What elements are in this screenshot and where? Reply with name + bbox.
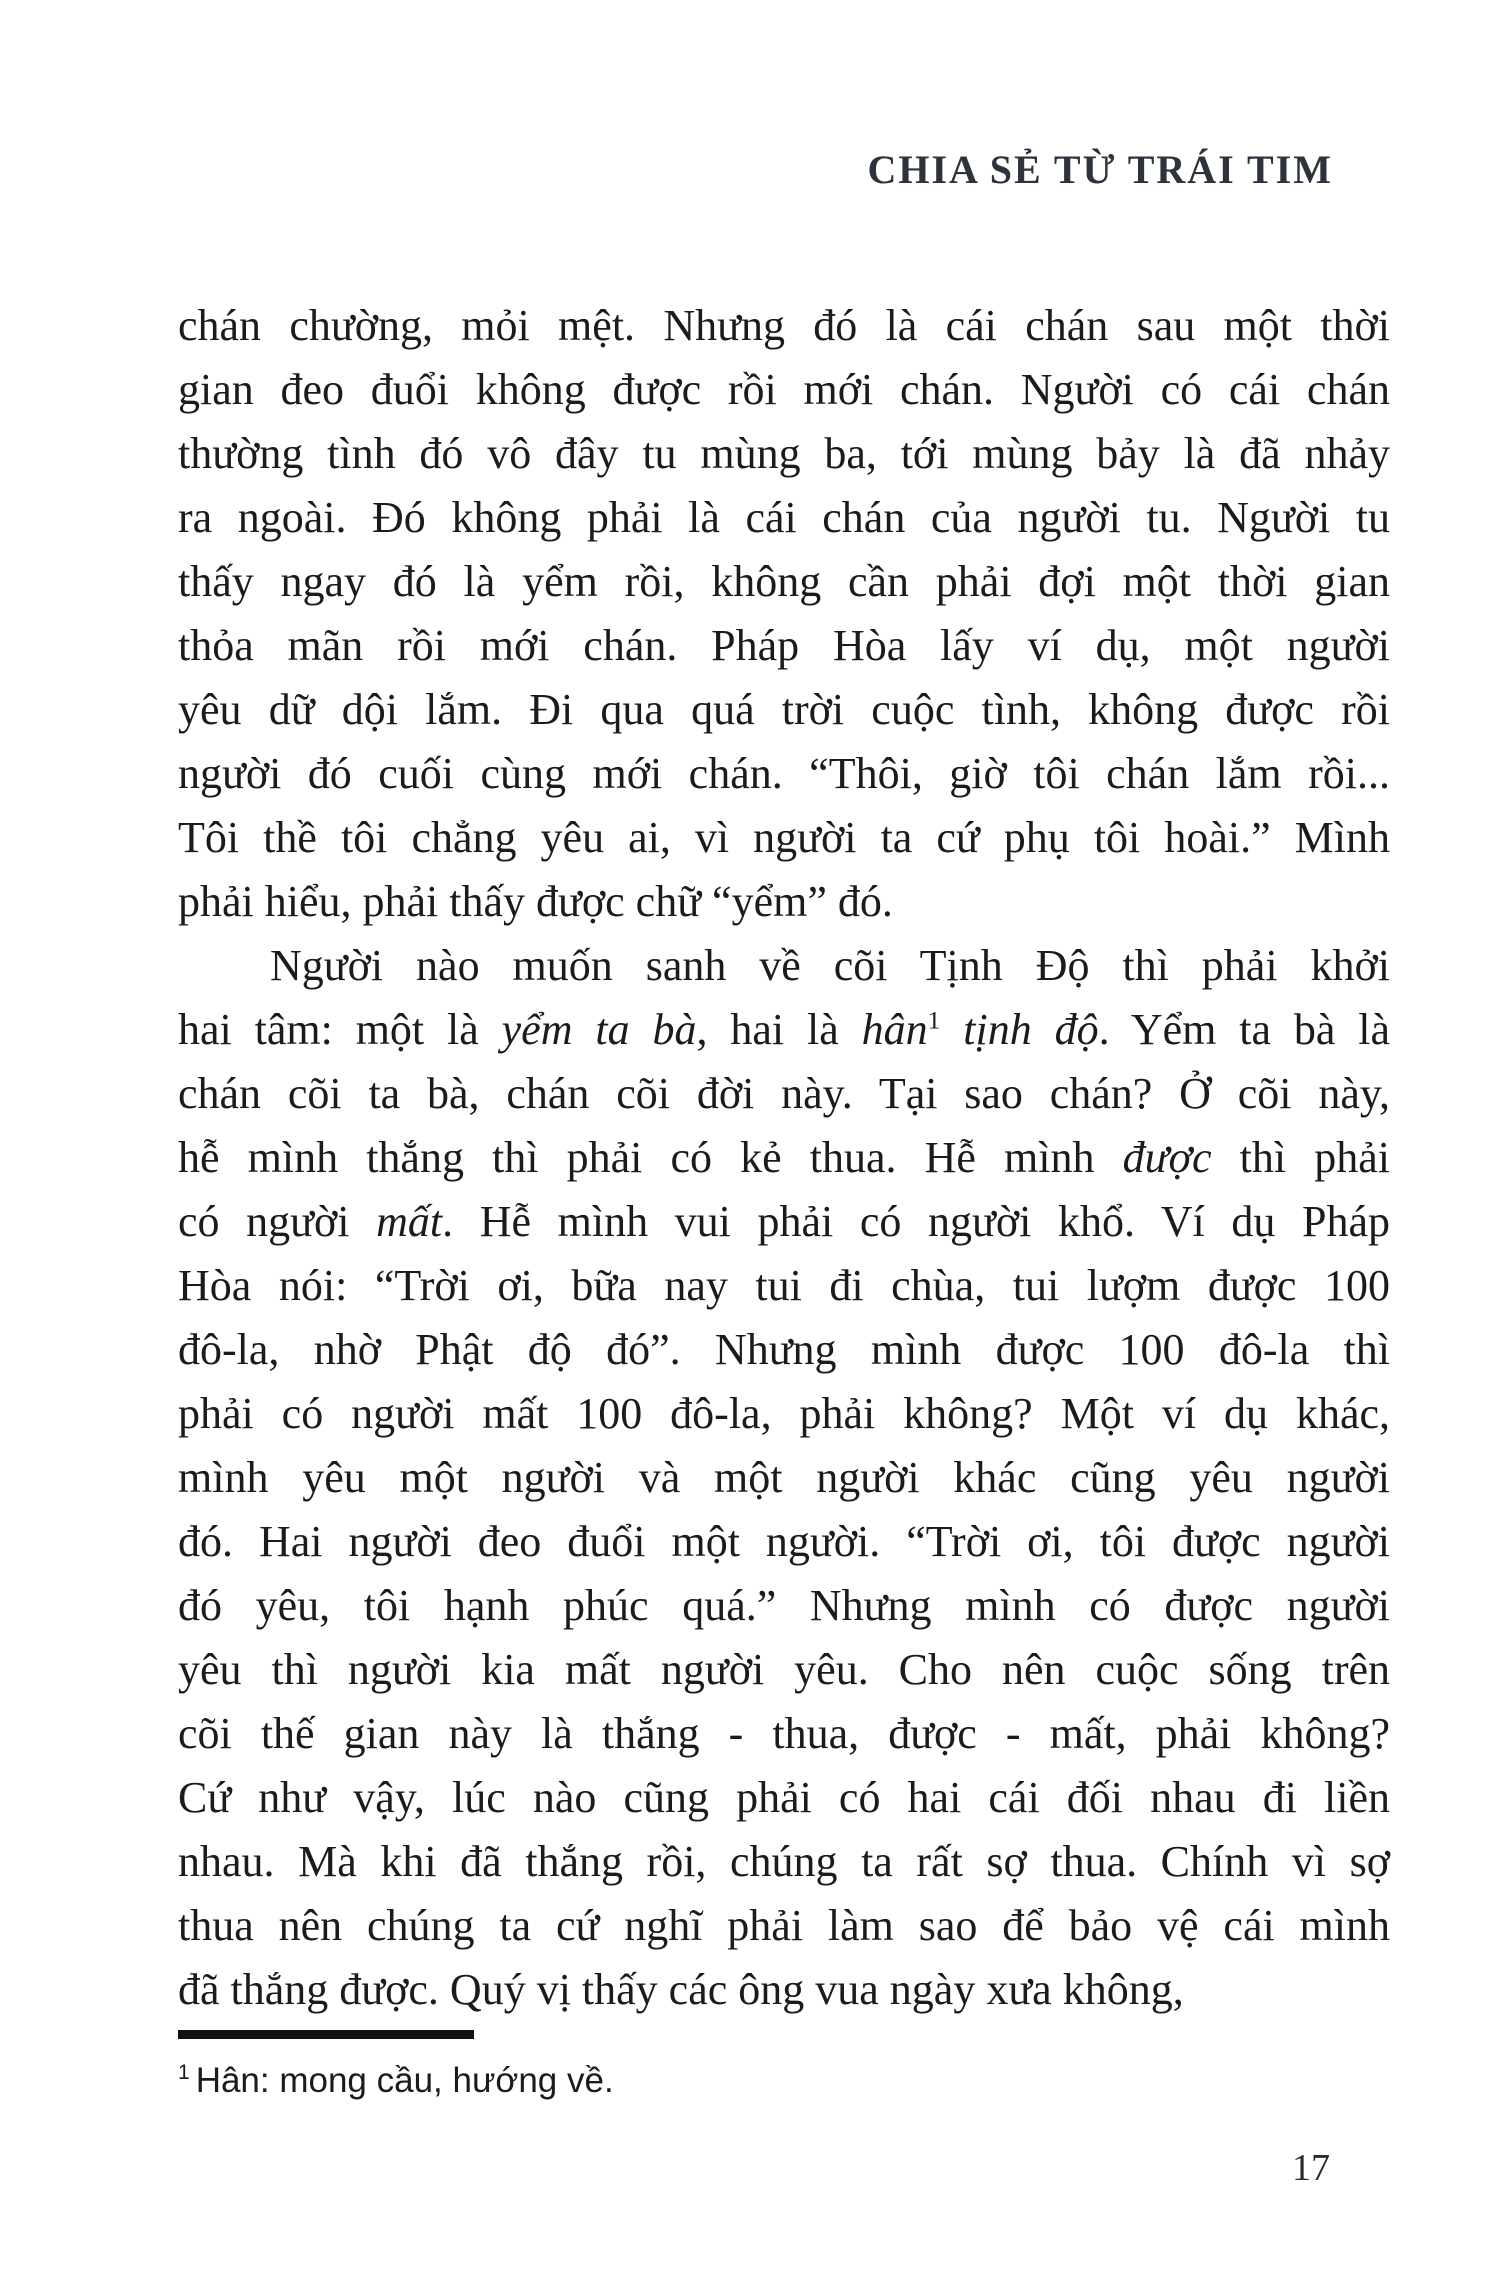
text-run: đô-la, nhờ Phật độ đó”. Nhưng mình được 100 đô-la thì	[178, 1325, 1390, 1374]
footnote-text: Hân: mong cầu, hướng về.	[195, 2061, 614, 2100]
text-run: thì phải	[1211, 1133, 1390, 1182]
text-line	[178, 486, 1390, 550]
footnote-reference: 1	[927, 1005, 941, 1035]
text-run: chán chường, mỏi mệt. Nhưng đó là cái chán sau một thời	[178, 301, 1390, 350]
italic-text: yểm ta bà	[501, 1005, 697, 1054]
italic-text: được	[1122, 1133, 1212, 1182]
text-run: yêu thì người kia mất người yêu. Cho nên cuộc sống trên	[178, 1645, 1390, 1694]
text-line	[178, 1702, 1390, 1766]
text-line	[178, 550, 1390, 614]
text-line	[178, 1510, 1390, 1574]
text-line	[178, 1062, 1390, 1126]
text-line	[178, 1382, 1390, 1446]
text-line	[178, 806, 1390, 870]
italic-text: mất	[376, 1197, 443, 1246]
text-run: hễ mình thắng thì phải có kẻ thua. Hễ mình	[178, 1133, 1123, 1182]
text-run: thường tình đó vô đây tu mùng ba, tới mùng bảy là đã nhảy	[178, 429, 1390, 478]
text-line	[178, 1574, 1390, 1638]
paragraph	[178, 294, 1390, 934]
text-line	[178, 294, 1390, 358]
text-line	[178, 1254, 1390, 1318]
italic-text: tịnh độ	[940, 1005, 1099, 1054]
footnote-marker: 1	[178, 2061, 190, 2085]
text-run: . Yểm ta bà là	[1098, 1005, 1391, 1054]
text-run: người đó cuối cùng mới chán. “Thôi, giờ tôi chán lắm rồi...	[178, 749, 1390, 798]
text-run: cõi thế gian này là thắng - thua, được - mất, phải không?	[178, 1709, 1390, 1758]
text-run: gian đeo đuổi không được rồi mới chán. Người có cái chán	[178, 365, 1390, 414]
text-run: đã thắng được. Quý vị thấy các ông vua ngày xưa không,	[178, 1965, 1184, 2014]
text-line	[178, 1766, 1390, 1830]
text-line	[178, 934, 1390, 998]
body-text	[178, 294, 1390, 2022]
page-number: 17	[1292, 2147, 1330, 2189]
italic-text: hân	[861, 1005, 928, 1054]
text-run: mình yêu một người và một người khác cũng yêu người	[178, 1453, 1390, 1502]
text-line	[178, 1126, 1390, 1190]
text-line	[178, 998, 1390, 1062]
text-run: đó yêu, tôi hạnh phúc quá.” Nhưng mình có được người	[178, 1581, 1390, 1630]
text-run: chán cõi ta bà, chán cõi đời này. Tại sao chán? Ở cõi này,	[178, 1069, 1390, 1118]
footnote	[178, 2058, 614, 2104]
text-run: có người	[178, 1197, 377, 1246]
text-line	[178, 742, 1390, 806]
text-run: thấy ngay đó là yểm rồi, không cần phải đợi một thời gian	[178, 557, 1390, 606]
text-run: phải hiểu, phải thấy được chữ “yểm” đó.	[178, 877, 893, 926]
text-line	[178, 1958, 1390, 2022]
text-line	[178, 678, 1390, 742]
text-run: ra ngoài. Đó không phải là cái chán của người tu. Người tu	[178, 493, 1390, 542]
text-line	[178, 870, 1390, 934]
text-run: yêu dữ dội lắm. Đi qua quá trời cuộc tình, không được rồi	[178, 685, 1390, 734]
text-line	[178, 1638, 1390, 1702]
text-run: hai tâm: một là	[178, 1005, 502, 1054]
text-run: , hai là	[696, 1005, 862, 1054]
text-line	[178, 1190, 1390, 1254]
text-run: phải có người mất 100 đô-la, phải không? Một ví dụ khác,	[178, 1389, 1390, 1438]
text-run: Cứ như vậy, lúc nào cũng phải có hai cái đối nhau đi liền	[178, 1773, 1390, 1822]
footnote-separator	[178, 2030, 474, 2039]
text-run: đó. Hai người đeo đuổi một người. “Trời ơi, tôi được người	[178, 1517, 1390, 1566]
text-run: thua nên chúng ta cứ nghĩ phải làm sao để bảo vệ cái mình	[178, 1901, 1390, 1950]
text-run: nhau. Mà khi đã thắng rồi, chúng ta rất sợ thua. Chính vì sợ	[178, 1837, 1390, 1886]
text-line	[178, 1318, 1390, 1382]
text-line	[178, 1894, 1390, 1958]
text-line	[178, 1830, 1390, 1894]
paragraph	[178, 934, 1390, 2022]
text-run: . Hễ mình vui phải có người khổ. Ví dụ Pháp	[442, 1197, 1390, 1246]
text-line	[178, 1446, 1390, 1510]
text-run: Người nào muốn sanh về cõi Tịnh Độ thì phải khởi	[270, 941, 1390, 990]
text-run: Hòa nói: “Trời ơi, bữa nay tui đi chùa, tui lượm được 100	[178, 1261, 1390, 1310]
text-run: thỏa mãn rồi mới chán. Pháp Hòa lấy ví dụ, một người	[178, 621, 1390, 670]
text-line	[178, 358, 1390, 422]
running-header: CHIA SẺ TỪ TRÁI TIM	[867, 147, 1333, 192]
text-run: Tôi thề tôi chẳng yêu ai, vì người ta cứ phụ tôi hoài.” Mình	[178, 813, 1390, 862]
text-line	[178, 422, 1390, 486]
text-line	[178, 614, 1390, 678]
